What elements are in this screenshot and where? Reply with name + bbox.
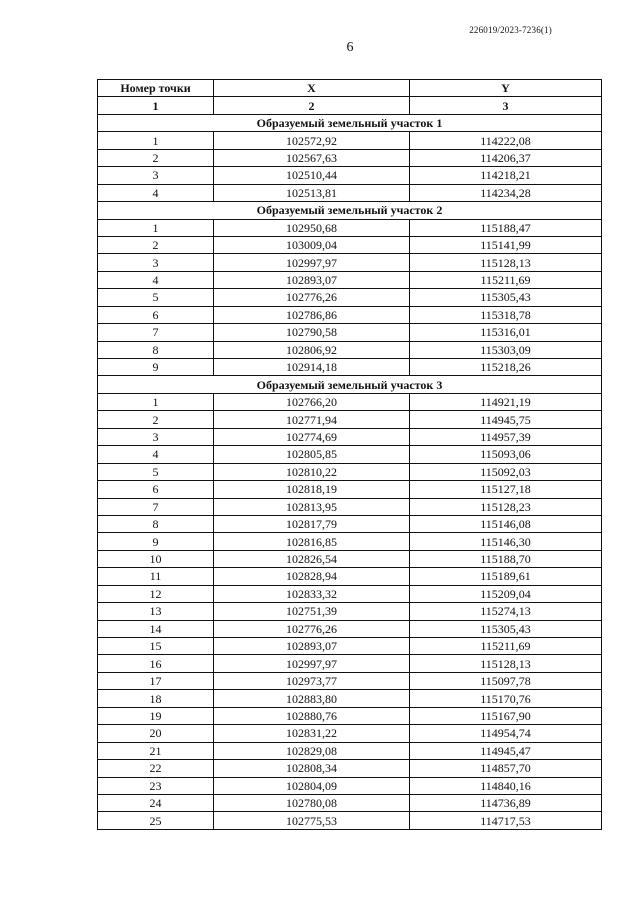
y-coordinate-cell: 115211,69 [410, 271, 602, 288]
x-coordinate-cell: 103009,04 [214, 236, 410, 253]
y-coordinate-cell: 114222,08 [410, 132, 602, 149]
table-row [98, 550, 602, 567]
x-coordinate-cell: 102804,09 [214, 777, 410, 794]
x-coordinate-cell: 102776,26 [214, 620, 410, 637]
table-row [98, 428, 602, 445]
point-number-cell: 2 [98, 411, 214, 428]
document-number: 226019/2023-7236(1) [469, 25, 552, 35]
point-number-cell: 21 [98, 742, 214, 759]
x-coordinate-cell: 102567,63 [214, 149, 410, 166]
table-row [98, 620, 602, 637]
point-number-cell: 20 [98, 725, 214, 742]
point-number-cell: 15 [98, 638, 214, 655]
x-coordinate-cell: 102826,54 [214, 550, 410, 567]
point-number-cell: 6 [98, 306, 214, 323]
column-number-2: 2 [214, 97, 410, 114]
point-number-cell: 9 [98, 533, 214, 550]
y-coordinate-cell: 114840,16 [410, 777, 602, 794]
y-coordinate-cell: 115127,18 [410, 481, 602, 498]
x-coordinate-cell: 102831,22 [214, 725, 410, 742]
y-coordinate-cell: 115316,01 [410, 324, 602, 341]
table-row [98, 324, 602, 341]
x-coordinate-cell: 102997,97 [214, 655, 410, 672]
y-coordinate-cell: 115146,30 [410, 533, 602, 550]
header-point-number: Номер точки [98, 80, 214, 97]
coordinates-table [97, 79, 602, 830]
x-coordinate-cell: 102808,34 [214, 760, 410, 777]
x-coordinate-cell: 102893,07 [214, 638, 410, 655]
point-number-cell: 22 [98, 760, 214, 777]
table-row [98, 638, 602, 655]
table-row [98, 393, 602, 410]
x-coordinate-cell: 102805,85 [214, 446, 410, 463]
y-coordinate-cell: 115188,70 [410, 550, 602, 567]
point-number-cell: 12 [98, 585, 214, 602]
y-coordinate-cell: 114921,19 [410, 393, 602, 410]
point-number-cell: 7 [98, 498, 214, 515]
point-number-cell: 9 [98, 359, 214, 376]
x-coordinate-cell: 102816,85 [214, 533, 410, 550]
table-row [98, 446, 602, 463]
table-body [98, 114, 602, 829]
x-coordinate-cell: 102510,44 [214, 167, 410, 184]
point-number-cell: 3 [98, 428, 214, 445]
x-coordinate-cell: 102806,92 [214, 341, 410, 358]
table-row [98, 742, 602, 759]
table-row [98, 498, 602, 515]
y-coordinate-cell: 114206,37 [410, 149, 602, 166]
point-number-cell: 17 [98, 672, 214, 689]
x-coordinate-cell: 102775,53 [214, 812, 410, 829]
y-coordinate-cell: 114717,53 [410, 812, 602, 829]
x-coordinate-cell: 102771,94 [214, 411, 410, 428]
point-number-cell: 4 [98, 446, 214, 463]
point-number-cell: 18 [98, 690, 214, 707]
point-number-cell: 1 [98, 393, 214, 410]
page-number: 6 [346, 40, 354, 55]
point-number-cell: 14 [98, 620, 214, 637]
y-coordinate-cell: 115146,08 [410, 515, 602, 532]
x-coordinate-cell: 102833,32 [214, 585, 410, 602]
y-coordinate-cell: 115188,47 [410, 219, 602, 236]
y-coordinate-cell: 115274,13 [410, 603, 602, 620]
y-coordinate-cell: 114957,39 [410, 428, 602, 445]
header-x: X [214, 80, 410, 97]
y-coordinate-cell: 115141,99 [410, 236, 602, 253]
y-coordinate-cell: 115209,04 [410, 585, 602, 602]
point-number-cell: 24 [98, 794, 214, 811]
point-number-cell: 25 [98, 812, 214, 829]
table-row [98, 777, 602, 794]
point-number-cell: 19 [98, 707, 214, 724]
y-coordinate-cell: 114234,28 [410, 184, 602, 201]
y-coordinate-cell: 115305,43 [410, 289, 602, 306]
table-row [98, 341, 602, 358]
y-coordinate-cell: 114954,74 [410, 725, 602, 742]
point-number-cell: 1 [98, 219, 214, 236]
x-coordinate-cell: 102818,19 [214, 481, 410, 498]
point-number-cell: 3 [98, 167, 214, 184]
y-coordinate-cell: 115167,90 [410, 707, 602, 724]
table-row [98, 132, 602, 149]
y-coordinate-cell: 115128,23 [410, 498, 602, 515]
table-row [98, 707, 602, 724]
table-row [98, 271, 602, 288]
x-coordinate-cell: 102950,68 [214, 219, 410, 236]
x-coordinate-cell: 102973,77 [214, 672, 410, 689]
y-coordinate-cell: 114857,70 [410, 760, 602, 777]
table-row [98, 411, 602, 428]
table-row [98, 533, 602, 550]
y-coordinate-cell: 115303,09 [410, 341, 602, 358]
table-row [98, 672, 602, 689]
point-number-cell: 6 [98, 481, 214, 498]
table-row [98, 254, 602, 271]
point-number-cell: 10 [98, 550, 214, 567]
table-row [98, 184, 602, 201]
table-header-row [98, 80, 602, 97]
x-coordinate-cell: 102766,20 [214, 393, 410, 410]
point-number-cell: 11 [98, 568, 214, 585]
point-number-cell: 16 [98, 655, 214, 672]
table-row [98, 794, 602, 811]
y-coordinate-cell: 115318,78 [410, 306, 602, 323]
point-number-cell: 8 [98, 341, 214, 358]
column-number-row [98, 97, 602, 114]
point-number-cell: 2 [98, 149, 214, 166]
x-coordinate-cell: 102572,92 [214, 132, 410, 149]
x-coordinate-cell: 102513,81 [214, 184, 410, 201]
table-row [98, 289, 602, 306]
point-number-cell: 3 [98, 254, 214, 271]
y-coordinate-cell: 115211,69 [410, 638, 602, 655]
y-coordinate-cell: 115218,26 [410, 359, 602, 376]
x-coordinate-cell: 102880,76 [214, 707, 410, 724]
point-number-cell: 7 [98, 324, 214, 341]
x-coordinate-cell: 102786,86 [214, 306, 410, 323]
y-coordinate-cell: 115170,76 [410, 690, 602, 707]
table-row [98, 760, 602, 777]
x-coordinate-cell: 102997,97 [214, 254, 410, 271]
point-number-cell: 5 [98, 289, 214, 306]
x-coordinate-cell: 102774,69 [214, 428, 410, 445]
table-row [98, 812, 602, 829]
section-title-row [98, 202, 602, 219]
x-coordinate-cell: 102751,39 [214, 603, 410, 620]
table-row [98, 603, 602, 620]
x-coordinate-cell: 102780,08 [214, 794, 410, 811]
y-coordinate-cell: 115189,61 [410, 568, 602, 585]
section-title-row [98, 376, 602, 393]
table-row [98, 306, 602, 323]
table-row [98, 585, 602, 602]
table-row [98, 236, 602, 253]
y-coordinate-cell: 114945,47 [410, 742, 602, 759]
y-coordinate-cell: 114945,75 [410, 411, 602, 428]
section-title-row [98, 114, 602, 131]
y-coordinate-cell: 114736,89 [410, 794, 602, 811]
y-coordinate-cell: 115093,06 [410, 446, 602, 463]
table-row [98, 725, 602, 742]
table-row [98, 568, 602, 585]
y-coordinate-cell: 115128,13 [410, 254, 602, 271]
y-coordinate-cell: 115128,13 [410, 655, 602, 672]
section-title: Образуемый земельный участок 3 [98, 376, 602, 393]
table-row [98, 359, 602, 376]
table-row [98, 167, 602, 184]
table-row [98, 463, 602, 480]
point-number-cell: 4 [98, 184, 214, 201]
x-coordinate-cell: 102817,79 [214, 515, 410, 532]
table-row [98, 690, 602, 707]
y-coordinate-cell: 115092,03 [410, 463, 602, 480]
table-row [98, 219, 602, 236]
table-row [98, 481, 602, 498]
y-coordinate-cell: 114218,21 [410, 167, 602, 184]
table-row [98, 655, 602, 672]
x-coordinate-cell: 102776,26 [214, 289, 410, 306]
y-coordinate-cell: 115305,43 [410, 620, 602, 637]
x-coordinate-cell: 102790,58 [214, 324, 410, 341]
y-coordinate-cell: 115097,78 [410, 672, 602, 689]
x-coordinate-cell: 102813,95 [214, 498, 410, 515]
header-y: Y [410, 80, 602, 97]
x-coordinate-cell: 102914,18 [214, 359, 410, 376]
point-number-cell: 5 [98, 463, 214, 480]
point-number-cell: 2 [98, 236, 214, 253]
point-number-cell: 13 [98, 603, 214, 620]
section-title: Образуемый земельный участок 1 [98, 114, 602, 131]
x-coordinate-cell: 102810,22 [214, 463, 410, 480]
point-number-cell: 1 [98, 132, 214, 149]
x-coordinate-cell: 102893,07 [214, 271, 410, 288]
column-number-1: 1 [98, 97, 214, 114]
x-coordinate-cell: 102883,80 [214, 690, 410, 707]
point-number-cell: 8 [98, 515, 214, 532]
column-number-3: 3 [410, 97, 602, 114]
x-coordinate-cell: 102828,94 [214, 568, 410, 585]
point-number-cell: 4 [98, 271, 214, 288]
x-coordinate-cell: 102829,08 [214, 742, 410, 759]
table-row [98, 515, 602, 532]
table-row [98, 149, 602, 166]
point-number-cell: 23 [98, 777, 214, 794]
section-title: Образуемый земельный участок 2 [98, 202, 602, 219]
